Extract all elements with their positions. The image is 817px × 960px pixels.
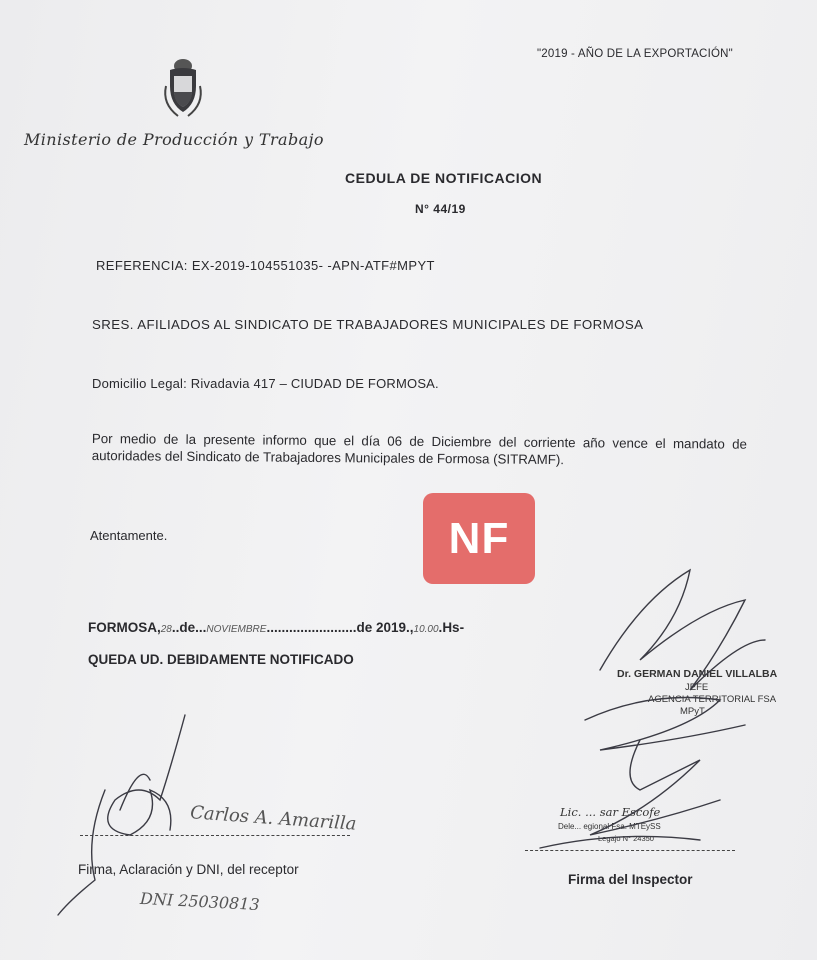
dots: ........................ — [266, 620, 357, 635]
document-number: N° 44/19 — [415, 202, 466, 216]
notified-statement: QUEDA UD. DEBIDAMENTE NOTIFICADO — [88, 652, 354, 667]
hs-label: Hs- — [442, 620, 465, 635]
stamp-inspector-role: JEFE — [685, 682, 709, 693]
city-label: FORMOSA, — [88, 620, 161, 635]
inspector-signature-label: Firma del Inspector — [568, 872, 693, 887]
receptor-handwritten-name: Carlos A. Amarilla — [189, 802, 358, 835]
addressee-line: SRES. AFILIADOS AL SINDICATO DE TRABAJADORES MUNICIPALES DE FORMOSA — [92, 317, 644, 332]
inspector-signature-line — [525, 850, 735, 851]
handwritten-day: 28 — [160, 624, 172, 635]
domicile-line: Domicilio Legal: Rivadavia 417 – CIUDAD DE FORMOSA. — [92, 376, 439, 391]
stamp-inspector-name: Dr. GERMAN DANIEL VILLALBA — [617, 668, 778, 680]
handwritten-hour: 10.00 — [413, 624, 439, 635]
receptor-signature-line — [80, 835, 350, 836]
stamp-inspector-org: MPyT — [680, 706, 705, 717]
stamp-lic-line2: Dele... egional Fsa. MTEySS — [558, 822, 661, 831]
receptor-handwritten-dni: DNI 25030813 — [139, 888, 261, 915]
dots: . — [438, 620, 443, 635]
year-motto: "2019 - AÑO DE LA EXPORTACIÓN" — [537, 48, 733, 60]
year-label: de 2019., — [356, 620, 414, 635]
nf-badge: NF — [423, 493, 535, 584]
notification-date-line — [88, 620, 464, 635]
receptor-signature-label: Firma, Aclaración y DNI, del receptor — [78, 862, 299, 877]
de-label: de — [179, 620, 196, 635]
dots: ... — [195, 620, 207, 635]
closing-text: Atentamente. — [90, 528, 168, 543]
document-title: CEDULA DE NOTIFICACION — [345, 170, 543, 186]
coat-of-arms-emblem — [160, 56, 206, 122]
ministry-name: Ministerio de Producción y Trabajo — [24, 130, 324, 149]
stamp-lic-name: Lic. ... sar Escofe — [560, 805, 661, 819]
dots: .. — [171, 620, 180, 635]
handwritten-month: NOVIEMBRE — [206, 624, 267, 635]
reference-line: REFERENCIA: EX-2019-104551035- -APN-ATF#MPYT — [96, 258, 435, 273]
stamp-lic-line3: Legajo N° 24350 — [598, 834, 654, 843]
notice-paragraph: Por medio de la presente informo que el día 06 de Diciembre del corriente año vence el mandato de autoridades del Sindicato de Trabajadores Municipales de Formosa (SITRAMF). — [91, 430, 747, 468]
stamp-inspector-agency: AGENCIA TERRITORIAL FSA — [648, 694, 777, 705]
